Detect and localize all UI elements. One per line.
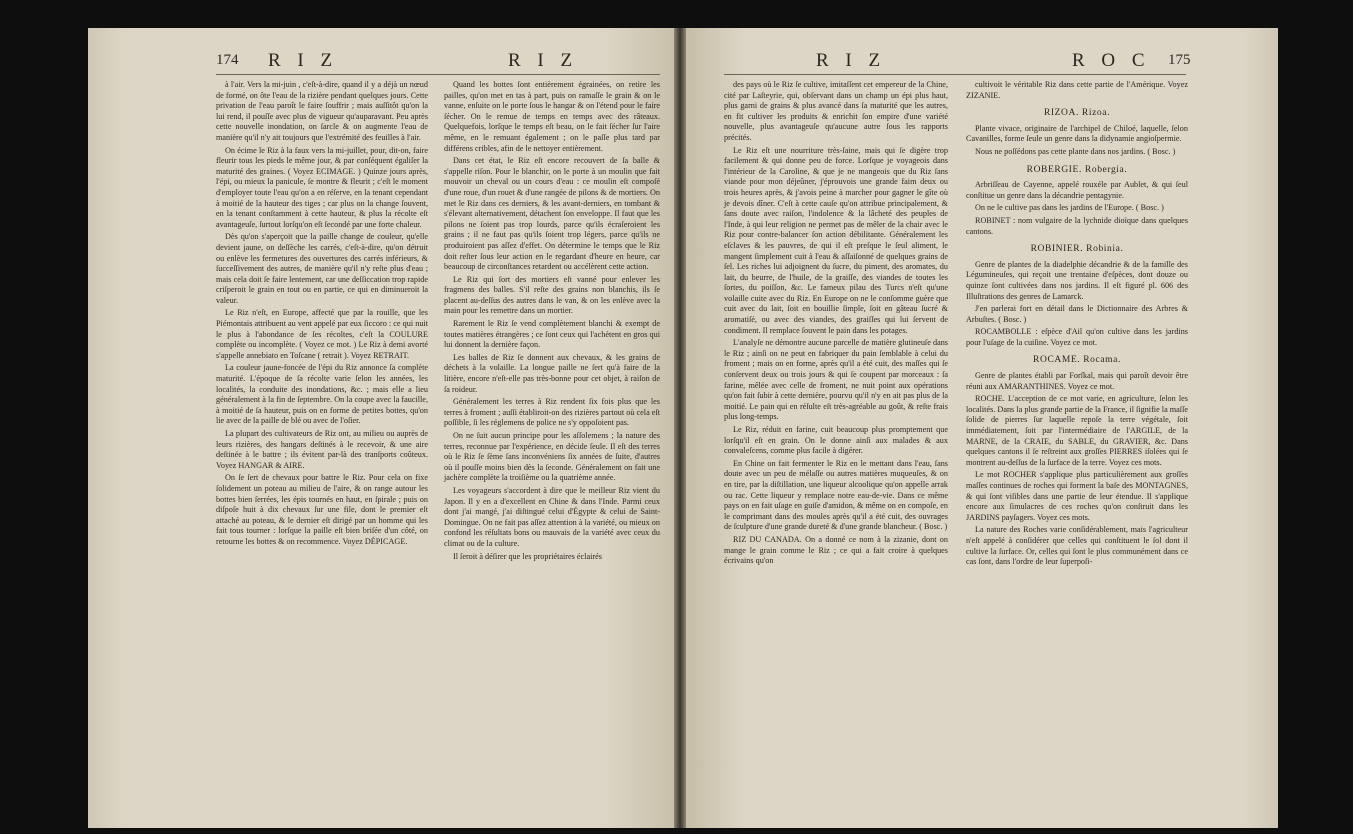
paragraph: Nous ne poſſédons pas cette plante dans nos jardins. ( Bosc. )	[975, 146, 1176, 156]
entry-title: ROBINIER. Robinia.	[1030, 244, 1124, 255]
paragraph: Quand les bottes ſont entièrement égrainées, on retire les pailles, qu'on met en tas à part, puis on ramaſſe le grain & on le vanne, enſuite on le porte ſous le hangar & on l'étend pour le faire ſécher. On le remue de temps en temps avec des râteaux. Quelquefois, lorſque le temps eſt beau, on le fait ſécher ſur l'aire même, en le remuant également ; on le paſſe plus tard par différens cribles, afin de le nettoyer entièrement.	[444, 80, 660, 153]
paragraph: Arbriſſeau de Cayenne, appelé rouxéle par Aublet, & qui ſeul conſtitue un genre dans la décandrie pentagynie.	[966, 180, 1188, 200]
header-rule	[724, 74, 1186, 75]
page-number: 174	[216, 52, 239, 68]
paragraph: Le mot ROCHER s'applique plus particulièrement aux groſſes maſſes continues de roches qui forment la baſe des MONTAGNES, & qui ſont viſibles dans une partie de leur étendue. Il s'applique encore aux ſimulacres de ces roches qu'on conſtruit dans les JARDINS payſagers. Voyez ces mots.	[966, 470, 1188, 522]
paragraph: Les balles de Riz ſe donnent aux chevaux, & les grains de déchets à la volaille. La longue paille ne ſert qu'à faire de la litière, encore n'eſt-elle pas très-bonne pour cet objet, à raiſon de ſa roideur.	[444, 352, 660, 394]
paragraph: J'en parlerai fort en détail dans le Dictionnaire des Arbres & Arbuſtes. ( Bosc. )	[966, 304, 1188, 324]
paragraph: Le Riz, réduit en farine, cuit beaucoup plus promptement que lorſqu'il eſt en grain. On le donne ainſi aux malades & aux convaleſcens, comme plus facile à digérer.	[724, 425, 948, 456]
running-head: R I Z	[268, 50, 339, 71]
paragraph: Plante vivace, originaire de l'archipel de Chiloé, laquelle, ſelon Cavanilles, forme ſeule un genre dans la didynamie angioſpermie.	[966, 123, 1188, 144]
paragraph: On ne ſuit aucun principe pour les aſſolemens ; la nature des terres, reconnue par l'expérience, en décide ſeule. Il eſt des terres où le Riz ſe ſème ſans inconvéniens ſix années de ſuite, d'autres où il pouſſe moins bien dès la ſeconde. Généralement on fait une jachère complète la troiſième ou la quatrième année.	[444, 431, 660, 483]
paragraph: des pays où le Riz ſe cultive, imitaſſent cet empereur de la Chine, cité par Laſteyrie, qui, obſervant dans un champ un épi plus haut, plus garni de grains & plus avancé dans ſa maturité que les autres, en fit cultiver les produits & enrichit ſon empire d'une variété nouvelle, plus avantageuſe qu'aucune autre ſous les rapports précités.	[724, 80, 948, 142]
running-head: R I Z	[508, 50, 579, 71]
entry-title: ROCAME. Rocama.	[1033, 355, 1121, 366]
paragraph: L'analyſe ne démontre aucune parcelle de matière glutineuſe dans le Riz ; ainſi on ne peut en fabriquer du pain ſemblable à celui du froment ; mais on en forme, après qu'il a été cuit, des maſſes qui ſe conſervent deux ou trois jours & qui ſe coupent par morceaux : ſa farine, mêlée avec celle de froment, ne nuit point aux opérations qu'on fait ſubir à cette dernière, pourvu qu'il n'y en ait pas plus de la moitié. Le pain qui en réſulte eſt très-agréable au goût, & reſte frais plus long-temps.	[724, 338, 948, 422]
paragraph: RIZ DU CANADA. On a donné ce nom à la zizanie, dont on mange le grain comme le Riz ; ce qui a fait croire à quelques écrivains qu'on	[724, 534, 948, 566]
entry-title: RIZOA. Rizoa.	[1043, 108, 1111, 119]
paragraph: La plupart des cultivateurs de Riz ont, au milieu ou auprès de leurs rizières, des hangars deſtinés à le recevoir, & une aire deſtinée à le battre ; ils évitent par-là des tranſports coûteux. Voyez HANGAR & AIRE.	[216, 429, 428, 470]
paragraph: Dès qu'on s'aperçoit que la paille change de couleur, qu'elle devient jaune, on deſſèche les carrés, c'eſt-à-dire, qu'on détruit ou enlève les fermetures des ouvertures des carrés inférieurs, & ſucceſſivement des autres, de manière qu'il n'y reſte plus d'eau ; mais cela doit ſe faire lentement, car une deſſiccation trop rapide criſperoit le grain en tout ou en partie, ce qui en diminueroit la valeur.	[216, 232, 428, 305]
text-column-2	[966, 80, 1188, 570]
text-column-1	[724, 80, 948, 569]
paragraph: Dans cet état, le Riz eſt encore recouvert de ſa balle & s'appelle riſon. Pour le blanchir, on le porte à un moulin que fait mouvoir un cheval ou un cours d'eau : ce moulin eſt compoſé d'une roue, d'un rouet & d'une rangée de pilons & de mortiers. On met le Riz dans ces derniers, & les avant-derniers, en tombant & s'élevant alternativement, détachent ſon enveloppe. Il faut que les pilons ne ſoient pas trop lourds, parce qu'ils écraſeroient les grains ; il ne faut pas qu'ils ſoient trop légers, parce qu'ils ne produiroient pas aſſez d'effet. On détermine le temps que le Riz doit reſter ſous leur action en le regardant d'heure en heure, car beaucoup de circonſtances retardent ou accélèrent cette action.	[444, 156, 660, 272]
paragraph: Genre de plantes établi par Forſkal, mais qui paroît devoir être réuni aux AMARANTHINES. Voyez ce mot.	[966, 371, 1188, 391]
open-book	[88, 28, 1278, 828]
entry-title: ROBERGIE. Robergia.	[1026, 164, 1128, 175]
paragraph: En Chine on fait fermenter le Riz en le mettant dans l'eau, ſans doute avec un peu de mélaſſe ou autres matières muqueuſes, & on en tire, par la diſtillation, une liqueur alcoolique qu'on appelle arrak ou rac. Cette liqueur y remplace notre eau-de-vie. Dans ce même pays on en fait uſage en guiſe d'amidon, & même on en compoſe, en le comprimant dans des moules après qu'il a été cuit, des ouvrages de ſculpture d'une grande dureté & d'une grande blancheur. ( Bosc. )	[724, 458, 948, 532]
paragraph: ROBINET : nom vulgaire de la lychnide dioïque dans quelques cantons.	[966, 215, 1188, 236]
paragraph: On ſe ſert de chevaux pour battre le Riz. Pour cela on fixe ſolidement un poteau au milieu de l'aire, & on range autour les bottes bien ſerrées, les épis tournés en haut, en ſpirale ; puis on diſpoſe huit à dix chevaux ſur une file, dont le premier eſt attaché au poteau, & le dernier eſt dirigé par un homme qui les fait tous tourner : lorſque la paille eſt bien briſée d'un côté, on retourne les bottes & on recommence. Voyez DÉPICAGE.	[216, 473, 428, 546]
paragraph: cultivoit le véritable Riz dans cette partie de l'Amérique. Voyez ZIZANIE.	[966, 80, 1188, 100]
paragraph: Le Riz qui ſort des mortiers eſt vanné pour enlever les fragmens des balles. S'il reſte des grains non blanchis, ils ſe placent au-deſſus des autres dans le van, & on les enlève avec la main pour les remettre dans un mortier.	[444, 274, 660, 316]
page-number: 175	[1168, 52, 1191, 68]
paragraph: La couleur jaune-foncée de l'épi du Riz annonce ſa complète maturité. L'époque de ſa récolte varie ſelon les années, les localités, la conduite des inondations, &c. ; mais elle a lieu généralement à la fin de ſeptembre. On la coupe avec la faucille, à moitié de ſa hauteur, puis on en forme de petites bottes, qu'on lie avec de la paille de blé ou avec de l'oſier.	[216, 363, 428, 426]
paragraph: Le Riz n'eſt, en Europe, affecté que par la rouille, que les Piémontais attribuent au vent appelé par eux ſiccoro : ce qui nuit le plus à l'abondance de ſes récoltes, c'eſt la COULURE complète ou incomplète. ( Voyez ce mot. ) Le Riz à demi avorté s'appelle annebiato en Toſcane ( retrait ). Voyez RETRAIT.	[216, 308, 428, 360]
header-rule	[216, 74, 660, 75]
paragraph: à l'air. Vers la mi-juin , c'eſt-à-dire, quand il y a déjà un nœud de formé, on ôte l'eau de la rizière pendant quelques jours. Cette privation de l'eau paroît le faire ſouffrir ; mais auſſitôt qu'on la lui rend, il pouſſe avec plus de vigueur qu'auparavant. Peu après cette nouvelle inondation, on ſarcle & on augmente l'eau de manière qu'il n'y ait toujours que l'extrémité des feuilles à l'air.	[216, 80, 428, 142]
left-page	[88, 28, 674, 828]
paragraph: Généralement les terres à Riz rendent ſix fois plus que les terres à froment ; auſſi établiroit-on des rizières partout où cela eſt poſſible, ſi les réglemens de police ne s'y oppoſoient pas.	[444, 397, 660, 428]
paragraph: ROCHE. L'acception de ce mot varie, en agriculture, ſelon les localités. Dans la plus grande partie de la France, il ſignifie la maſſe ſolide de pierres ſur laquelle repoſe la terre végétale, ſoit immédiatement, ſoit par l'intermédiaire de l'ARGILE, de la MARNE, de la CRAIE, du SABLE, du GRAVIER, &c. Dans quelques cantons il ſe reſtreint aux groſſes PIERRES iſolées qui ſe montrent au-deſſus de la ſurface de la terre. Voyez ces mots.	[966, 394, 1188, 467]
right-page	[686, 28, 1278, 828]
paragraph: Le Riz eſt une nourriture très-ſaine, mais qui ſe digère trop facilement & qui donne peu de force. Lorſque je voyageois dans l'intérieur de la Caroline, & que je ne mangeois que du Riz ſans viande pour mon déjeûner, j'éprouvois une grande faim deux ou trois heures après, & j'avois peine à marcher pour gagner le gîte où je devois dîner. C'eſt à cette cauſe qu'on attribue principalement, & ſans doute avec raiſon, l'indolence & la lâcheté des peuples de l'Inde, à qui leur religion ne permet pas de mêler de la chair avec le Riz pour contre-balancer ſon action débilitante. Généralement les eſclaves & les pauvres, de qui il eſt preſque le ſeul aliment, le mangent ſimplement cuit à l'eau & aſſaiſonné de quelques grains de ſel. Les riches lui adjoignent du ſucre, du piment, des aromates, du lait, du beurre, de l'huile, de la graiſſe, des viandes de toutes les ſortes, du poiſſon, &c. Le fameux pilau des Turcs n'eſt qu'une volaille cuite avec du Riz. En Europe on ne le conſomme guère que cuit avec du lait, ſoit en bouillie ſimple, ſoit en gâteau ſucré & aromatiſé, ou avec des viandes, des graiſſes qui lui ſervent de condiment. Il remplace ſouvent le pain dans les potages.	[724, 145, 948, 335]
text-column-1	[216, 80, 428, 550]
running-head: R O C	[1072, 50, 1151, 71]
paragraph: Rarement le Riz ſe vend complètement blanchi & exempt de toutes matières étrangères ; ce ſont ceux qui l'achètent en gros qui lui donnent la dernière façon.	[444, 319, 660, 350]
paragraph: Il ſeroit à déſirer que les propriétaires éclairés	[453, 551, 602, 561]
paragraph: Genre de plantes de la diadelphie décandrie & de la famille des Légumineuſes, qui reçoit une trentaine d'eſpèces, dont douze ou quinze ſont cultivées dans nos jardins. Il eſt figuré pl. 606 des Illuſtrations des genres de Lamarck.	[966, 259, 1188, 301]
book-gutter	[674, 28, 686, 828]
paragraph: On ne le cultive pas dans les jardins de l'Europe. ( Bosc. )	[975, 203, 1164, 213]
paragraph: Les voyageurs s'accordent à dire que le meilleur Riz vient du Japon. Il y en a d'excellent en Chine & dans l'Inde. Parmi ceux dont j'ai mangé, j'ai diſtingué celui d'Égypte & celui de Saint-Domingue. On ne fait pas aſſez attention à la variété, ou mieux on confond les réſultats bons ou mauvais de la variété avec ceux du climat ou de la culture.	[444, 485, 660, 548]
paragraph: La nature des Roches varie conſidérablement, mais l'agriculteur n'eſt appelé à conſidérer que celles qui conſtituent le ſol dont il cultive la ſurface. Or, celles qui ſont le plus communément dans ce cas ſont, dans l'ordre de leur ſuperpoſi-	[966, 525, 1188, 567]
text-column-2	[444, 80, 660, 564]
running-head: R I Z	[816, 50, 887, 71]
paragraph: On écime le Riz à la faux vers la mi-juillet, pour, dit-on, faire fleurir tous les pieds le même jour, & par conſéquent égaliſer la maturité des graines. ( Voyez ECIMAGE. ) Quinze jours après, l'épi, ou mieux la panicule, ſe montre & fleurit ; c'eſt le moment d'employer toute l'eau qu'on a en réſerve, en la tenant cependant à moitié de la hauteur des tiges ; car plus on la change ſouvent, en la tenant conſtamment à cette hauteur, & plus la récolte eſt avantageuſe, ſurtout lorſqu'on eſt ſecondé par une forte chaleur.	[216, 145, 428, 229]
paragraph: ROCAMBOLLE : eſpèce d'Ail qu'on cultive dans les jardins pour l'uſage de la cuiſine. Voyez ce mot.	[966, 327, 1188, 347]
